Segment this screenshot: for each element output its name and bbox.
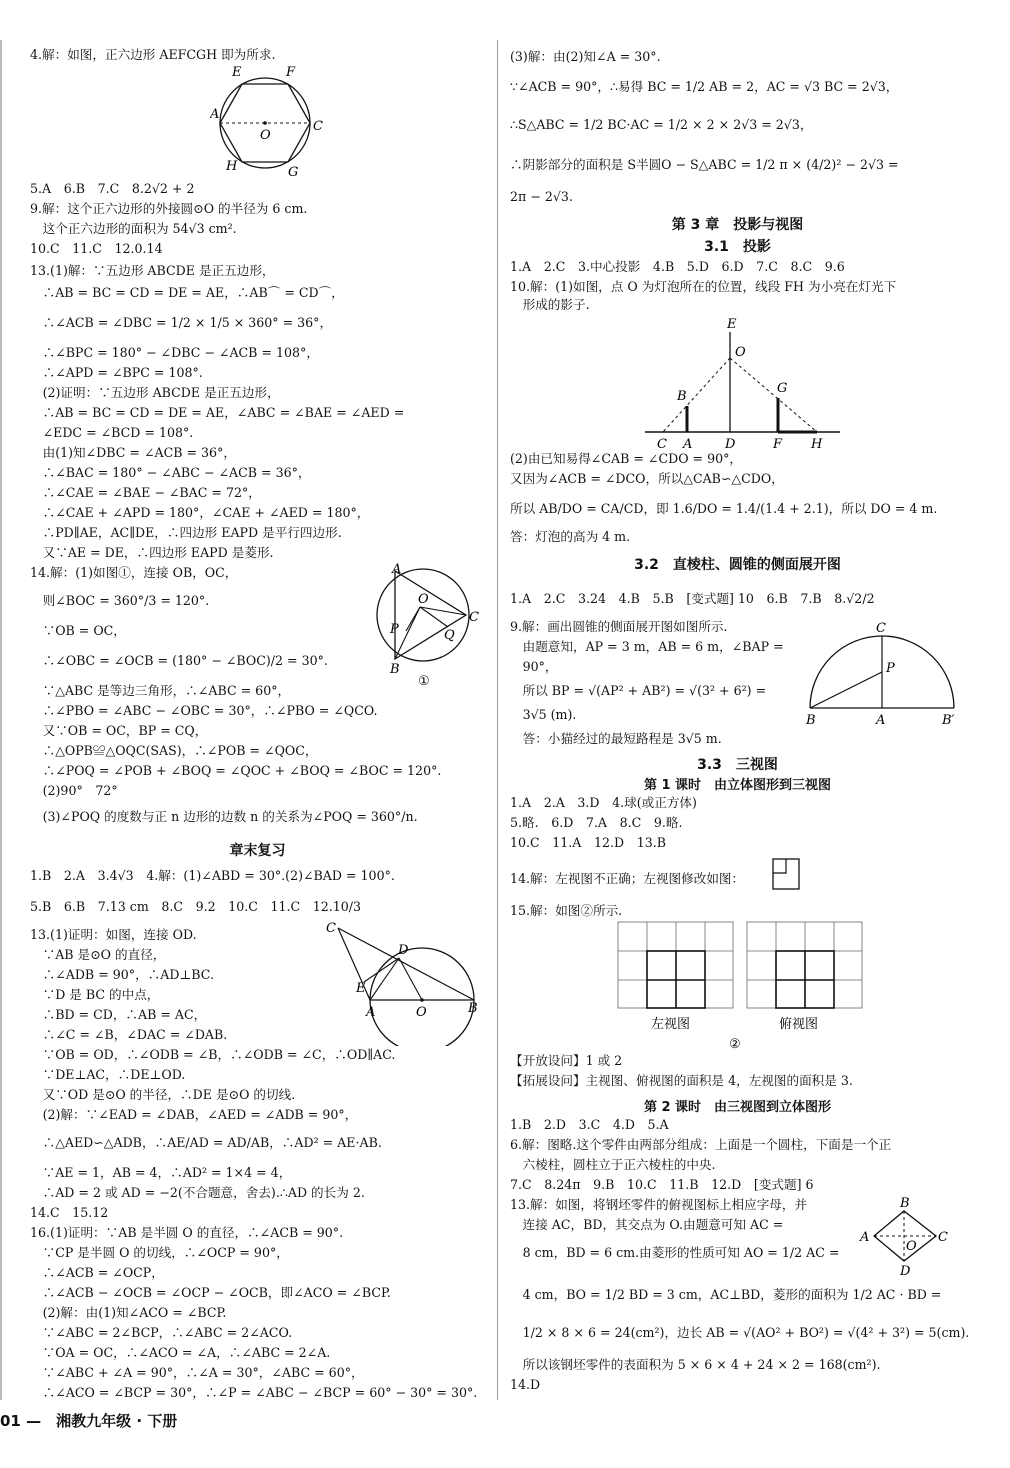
answer-line: 14.解：(1)如图①，连接 OB，OC， [30, 565, 238, 580]
section-heading: 第 2 课时 由三视图到立体图形 [643, 1100, 832, 1115]
hexagon-figure [210, 60, 330, 178]
answer-line: ∵∠ABC + ∠A = 90°，∴∠A = 30°，∠ABC = 60°， [30, 1365, 364, 1380]
answer-line: 由题意知，AP = 3 m，AB = 6 m，∠BAP = [510, 639, 784, 654]
answer-line: 7.C 8.24π 9.B 10.C 11.B 12.D [变式题] 6 [510, 1177, 814, 1192]
answer-line: 【开放设问】1 或 2 [510, 1053, 623, 1068]
answer-line: 六棱柱，圆柱立于正六棱柱的中央. [510, 1157, 716, 1172]
hex-label-h: H [226, 159, 238, 174]
column-divider [497, 40, 498, 1400]
page-footer: 01 — 湘教九年级 · 下册 [0, 1412, 178, 1430]
answer-line: 答：灯泡的高为 4 m. [510, 529, 631, 544]
answer-line: ∵D 是 BC 的中点， [30, 987, 160, 1002]
answer-line: ∴∠ACB = ∠OCP， [30, 1265, 164, 1280]
answer-line: (3)解：由(2)知∠A = 30°. [510, 49, 661, 64]
answer-line: 又∵OB = OC，BP = CQ， [30, 723, 208, 738]
section-heading: 3.1 投影 [704, 239, 771, 255]
section-heading: 章末复习 [229, 843, 286, 859]
answer-line: ∴∠ADB = 90°，∴AD⊥BC. [30, 967, 214, 982]
answer-line: 6.解：图略.这个零件由两部分组成：上面是一个圆柱，下面是一个正 [510, 1137, 892, 1152]
tan-label-o: O [416, 1005, 427, 1020]
answer-line: 则∠BOC = 360°/3 = 120°. [30, 593, 210, 608]
answer-line: 10.解：(1)如图，点 O 为灯泡所在的位置，线段 FH 为小亮在灯光下 [510, 279, 897, 294]
tan-label-e: E [356, 981, 366, 996]
lamp-label-d: D [725, 437, 736, 452]
answer-line: ∵△ABC 是等边三角形，∴∠ABC = 60°， [30, 683, 291, 698]
answer-line: 8 cm，BD = 6 cm.由菱形的性质可知 AO = 1/2 AC = [510, 1245, 840, 1260]
answer-line: (2)证明：∵五边形 ABCDE 是正五边形， [30, 385, 280, 400]
answer-line: (2)解：∵∠EAD = ∠DAB，∠AED = ∠ADB = 90°， [30, 1107, 358, 1122]
cone-label-a: A [876, 713, 886, 728]
lamp-label-o: O [735, 345, 746, 360]
answer-line: 连接 AC，BD，其交点为 O.由题意可知 AC = [510, 1217, 784, 1232]
answer-line: 1/2 × 8 × 6 = 24(cm²)，边长 AB = √(AO² + BO²) = √(4² + 3²) = 5(cm). [510, 1325, 970, 1340]
answer-line: ∴AB = BC = CD = DE = AE，∠ABC = ∠BAE = ∠AED = [30, 405, 405, 420]
answer-line: ∵AB 是⊙O 的直径， [30, 947, 166, 962]
eq-label-a: A [392, 563, 402, 577]
answer-line: 9.解：这个正六边形的外接圆⊙O 的半径为 6 cm. [30, 201, 308, 216]
answer-line: 4.解：如图，正六边形 AEFCGH 即为所求. [30, 47, 276, 62]
hex-label-o: O [260, 128, 271, 143]
rh-label-c: C [938, 1230, 948, 1245]
lamp-shadow-figure [645, 318, 845, 458]
answer-line: 90°， [510, 659, 558, 674]
tan-label-c: C [326, 921, 336, 936]
answer-line: ∵∠ACB = 90°，∴易得 BC = 1/2 AB = 2，AC = √3 BC = 2√3， [510, 79, 899, 94]
answer-line: ∴△AED∽△ADB，∴AE/AD = AD/AB，∴AD² = AE·AB. [30, 1135, 382, 1150]
answer-line: ∴∠C = ∠B，∠DAC = ∠DAB. [30, 1027, 228, 1042]
tan-label-d: D [398, 943, 409, 958]
cone-label-b-prime: B′ [942, 713, 955, 728]
cone-label-b: B [806, 713, 816, 728]
hex-label-c: C [313, 119, 323, 134]
answer-line: ∴AD = 2 或 AD = −2(不合题意，舍去).∴AD 的长为 2. [30, 1185, 365, 1200]
rh-label-d: D [900, 1264, 911, 1277]
answer-line: ∴△OPB≌△OQC(SAS)，∴∠POB = ∠QOC， [30, 743, 318, 758]
answer-line: 9.解：画出圆锥的侧面展开图如图所示. [510, 619, 728, 634]
answer-line: 1.B 2.D 3.C 4.D 5.A [510, 1117, 669, 1132]
answer-line: ∴AB = BC = CD = DE = AE，∴AB⌒ = CD⌒， [30, 285, 344, 300]
answer-line: ∴BD = CD，∴AB = AC， [30, 1007, 207, 1022]
answer-line: ∴∠BAC = 180° − ∠ABC − ∠ACB = 36°， [30, 465, 311, 480]
answer-line: 16.(1)证明：∵AB 是半圆 O 的直径，∴∠ACB = 90°. [30, 1225, 344, 1240]
tangent-figure [322, 920, 482, 1046]
answer-line: 14.C 15.12 [30, 1205, 109, 1220]
answer-line: 14.D [510, 1377, 541, 1392]
lamp-label-g: G [777, 381, 788, 396]
answer-line: ∵CP 是半圆 O 的切线，∴∠OCP = 90°， [30, 1245, 289, 1260]
section-heading: 第 1 课时 由立体图形到三视图 [643, 778, 832, 793]
section-heading: 3.3 三视图 [697, 757, 778, 773]
answer-line: 由(1)知∠DBC = ∠ACB = 36°， [30, 445, 236, 460]
answer-line: ∴∠ACO = ∠BCP = 30°，∴∠P = ∠ABC − ∠BCP = 60° − 30° = 30°. [30, 1385, 478, 1400]
answer-line: ∵OB = OC， [30, 623, 126, 638]
answer-line: 5.略. 6.D 7.A 8.C 9.略. [510, 815, 683, 830]
hex-label-e: E [232, 65, 242, 80]
section-heading: 第 3 章 投影与视图 [671, 217, 804, 233]
answer-line: 10.C 11.A 12.D 13.B [510, 835, 666, 850]
page-edge-line [0, 40, 2, 1400]
eq-label-o: O [418, 592, 429, 607]
answer-line: ∴∠APD = ∠BPC = 108°. [30, 365, 203, 380]
answer-line: 3√5 (m). [510, 707, 577, 722]
cone-label-p: P [886, 661, 895, 676]
answer-line: 这个正六边形的面积为 54√3 cm². [30, 221, 237, 236]
answer-line: 13.(1)解：∵五边形 ABCDE 是正五边形， [30, 263, 275, 278]
answer-line: ∴∠CAE + ∠APD = 180°，∠CAE + ∠AED = 180°， [30, 505, 370, 520]
hex-label-a: A [210, 107, 220, 122]
answer-line: 1.A 2.C 3.24 4.B 5.B [变式题] 10 6.B 7.B 8.√2/2 [510, 591, 875, 606]
answer-line: 10.C 11.C 12.0.14 [30, 241, 163, 256]
answer-line: ∴PD∥AE，AC∥DE，∴四边形 EAPD 是平行四边形. [30, 525, 342, 540]
answer-line: 形成的影子. [510, 297, 590, 312]
section-heading: 3.2 直棱柱、圆锥的侧面展开图 [634, 557, 841, 573]
hex-label-f: F [286, 65, 296, 80]
answer-line: 1.B 2.A 3.4√3 4.解：(1)∠ABD = 30°.(2)∠BAD = 100°. [30, 868, 395, 883]
answer-line: 又∵AE = DE，∴四边形 EAPD 是菱形. [30, 545, 274, 560]
answer-line: ∴∠CAE = ∠BAE − ∠BAC = 72°， [30, 485, 261, 500]
hex-label-g: G [288, 165, 299, 178]
answer-line: 13.(1)证明：如图，连接 OD. [30, 927, 197, 942]
rhombus-figure [858, 1195, 954, 1277]
answer-line: 所以 BP = √(AP² + AB²) = √(3² + 6²) = [510, 683, 767, 698]
answer-line: 2π − 2√3. [510, 189, 573, 204]
answer-line: (3)∠POQ 的度数与正 n 边形的边数 n 的关系为∠POQ = 360°/n. [30, 809, 418, 824]
tan-label-b: B [468, 1001, 478, 1016]
lamp-label-e: E [727, 318, 737, 332]
lamp-label-f: F [773, 437, 783, 452]
answer-line: 15.解：如图②所示. [510, 903, 623, 918]
answer-line: ∴S△ABC = 1/2 BC·AC = 1/2 × 2 × 2√3 = 2√3， [510, 117, 813, 132]
answer-line: 所以 AB/DO = CA/CD，即 1.6/DO = 1.4/(1.4 + 2.1)，所以 DO = 4 m. [510, 501, 938, 516]
answer-line: 1.A 2.C 3.中心投影 4.B 5.D 6.D 7.C 8.C 9.6 [510, 259, 845, 274]
three-views-figure [615, 920, 865, 1052]
answer-line: ∵AE = 1，AB = 4，∴AD² = 1×4 = 4， [30, 1165, 292, 1180]
answer-line: (2)解：由(1)知∠ACO = ∠BCP. [30, 1305, 227, 1320]
answer-line: ∴∠POQ = ∠POB + ∠BOQ = ∠QOC + ∠BOQ = ∠BOC = 120°. [30, 763, 442, 778]
answer-line: 所以该钢坯零件的表面积为 5 × 6 × 4 + 24 × 2 = 168(cm²). [510, 1357, 881, 1372]
views-label-circle-2: ② [729, 1037, 741, 1052]
answer-line: ∠EDC = ∠BCD = 108°. [30, 425, 194, 440]
equilateral-figure [368, 563, 488, 689]
rh-label-a: A [860, 1230, 870, 1245]
answer-line: ∵OB = OD，∴∠ODB = ∠B，∴∠ODB = ∠C，∴OD∥AC. [30, 1047, 396, 1062]
lamp-label-a: A [683, 437, 693, 452]
answer-line: ∴∠ACB − ∠OCB = ∠OCP − ∠OCB，即∠ACO = ∠BCP. [30, 1285, 391, 1300]
answer-line: 又∵OD 是⊙O 的半径，∴DE 是⊙O 的切线. [30, 1087, 296, 1102]
lamp-label-b: B [677, 389, 687, 404]
answer-line: ∴∠ACB = ∠DBC = 1/2 × 1/5 × 360° = 36°， [30, 315, 333, 330]
views-label-top: 俯视图 [779, 1017, 819, 1032]
answer-line: (2)90° 72° [30, 783, 118, 798]
tan-label-a: A [366, 1005, 376, 1020]
answer-line: ∴∠BPC = 180° − ∠DBC − ∠ACB = 108°， [30, 345, 319, 360]
cone-unfold-figure [800, 620, 965, 728]
answer-line: 5.B 6.B 7.13 cm 8.C 9.2 10.C 11.C 12.10/3 [30, 899, 362, 914]
answer-line: 4 cm，BO = 1/2 BD = 3 cm，AC⊥BD，菱形的面积为 1/2 AC · BD = [510, 1287, 942, 1302]
answer-line: 答：小猫经过的最短路程是 3√5 m. [510, 731, 722, 746]
answer-line: ∵OA = OC，∴∠ACO = ∠A，∴∠ABC = 2∠A. [30, 1345, 331, 1360]
eq-label-c: C [469, 610, 479, 625]
cone-label-c: C [876, 621, 886, 636]
left-view-fix-figure [772, 858, 800, 890]
answer-line: ∵∠ABC = 2∠BCP，∴∠ABC = 2∠ACO. [30, 1325, 293, 1340]
answer-line: 又因为∠ACB = ∠DCO，所以△CAB∽△CDO， [510, 471, 784, 486]
answer-line: 【拓展设问】主视图、俯视图的面积是 4，左视图的面积是 3. [510, 1073, 853, 1088]
answer-line: 14.解：左视图不正确；左视图修改如图： [510, 871, 745, 886]
eq-label-p: P [390, 622, 399, 637]
rh-label-b: B [900, 1196, 910, 1211]
eq-label-b: B [390, 662, 400, 677]
answer-line: ∴∠PBO = ∠ABC − ∠OBC = 30°，∴∠PBO = ∠QCO. [30, 703, 378, 718]
lamp-label-c: C [657, 437, 667, 452]
answer-line: 1.A 2.A 3.D 4.球(或正方体) [510, 795, 697, 810]
lamp-label-h: H [811, 437, 823, 452]
answer-line: (2)由已知易得∠CAB = ∠CDO = 90°， [510, 451, 742, 466]
answer-line: ∵DE⊥AC，∴DE⊥OD. [30, 1067, 186, 1082]
eq-label-circle-1: ① [418, 674, 430, 689]
answer-line: ∴阴影部分的面积是 S半圆O − S△ABC = 1/2 π × (4/2)² − 2√3 = [510, 157, 899, 172]
answer-line: ∴∠OBC = ∠OCB = (180° − ∠BOC)/2 = 30°. [30, 653, 328, 668]
views-label-left: 左视图 [651, 1017, 691, 1032]
answer-line: 13.解：如图，将钢坯零件的俯视图标上相应字母，并 [510, 1197, 808, 1212]
eq-label-q: Q [444, 628, 455, 643]
rh-label-o: O [906, 1239, 917, 1254]
answer-line: 5.A 6.B 7.C 8.2√2 + 2 [30, 181, 195, 196]
